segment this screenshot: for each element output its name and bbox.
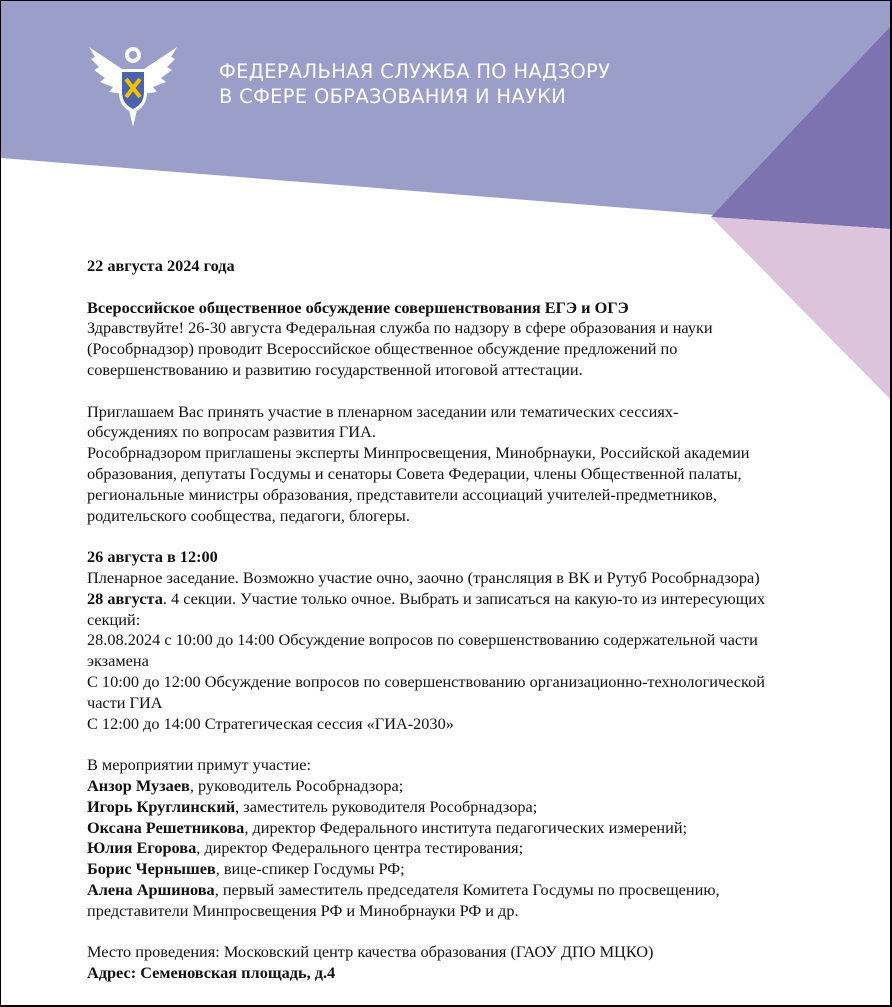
participant-role: , директор Федерального института педагогических измерений; (244, 817, 688, 837)
invite-line: родительского сообщества, педагоги, блогеры. (87, 505, 410, 525)
participants-tail: представители Минпросвещения РФ и Минобрнауки РФ и др. (87, 900, 519, 920)
invite-line: Рособрнадзором приглашены эксперты Минпросвещения, Минобрнауки, Российской академии (87, 443, 750, 463)
invite-line: Приглашаем Вас принять участие в пленарном заседании или тематических сессиях- (87, 401, 679, 421)
participant-name: Борис Чернышев (87, 859, 216, 879)
participant-name: Анзор Музаев (87, 775, 190, 795)
organization-name-line-1: ФЕДЕРАЛЬНАЯ СЛУЖБА ПО НАДЗОРУ (219, 60, 611, 83)
participant-role: , первый заместитель председателя Комитета Госдумы по просвещению, (214, 879, 720, 899)
participant-name: Оксана Решетникова (87, 817, 245, 837)
aug28-line (87, 589, 817, 610)
participant (87, 797, 817, 818)
participant (87, 880, 817, 901)
intro-line: совершенствованию и развитию государственной итоговой аттестации. (87, 359, 583, 379)
aug28-line-2: секций: (87, 609, 141, 629)
venue: Место проведения: Московский центр качества образования (ГАОУ ДПО МЦКО) (87, 942, 654, 962)
participant-role: , директор Федерального центра тестирования; (196, 838, 524, 858)
participant-name: Алена Аршинова (87, 879, 215, 899)
session-line: части ГИА (87, 692, 163, 712)
aug26-text: Пленарное заседание. Возможно участие очно, заочно (трансляция в ВК и Рутуб Рособрнадзора) (87, 567, 760, 587)
document-page (1, 1, 890, 1005)
participant (87, 859, 817, 880)
intro-line: Здравствуйте! 26-30 августа Федеральная служба по надзору в сфере образования и науки (87, 318, 713, 338)
participant (87, 818, 817, 839)
participant-role: , вице-спикер Госдумы РФ; (215, 859, 405, 879)
participant-name: Юлия Егорова (87, 838, 197, 858)
document-date: 22 августа 2024 года (87, 256, 235, 275)
participant-role: , руководитель Рособрнадзора; (189, 775, 404, 795)
participant (87, 776, 817, 797)
rosobrnadzor-eagle-emblem-icon (85, 35, 181, 131)
organization-name (219, 59, 610, 109)
participant-role: , заместитель руководителя Рособрнадзора; (235, 796, 538, 816)
aug26-heading: 26 августа в 12:00 (87, 547, 218, 567)
participant (87, 838, 817, 859)
invite-line: обсуждениях по вопросам развития ГИА. (87, 422, 376, 442)
document-title: Всероссийское общественное обсуждение совершенствования ЕГЭ и ОГЭ (87, 297, 629, 317)
address: Адрес: Семеновская площадь, д.4 (87, 963, 336, 983)
session-line: С 10:00 до 12:00 Обсуждение вопросов по совершенствованию организационно-технологической (87, 671, 765, 691)
invite-line: образования, депутаты Госдумы и сенаторы Совета Федерации, члены Общественной палаты, (87, 463, 742, 483)
session-line: экзамена (87, 651, 149, 671)
invite-line: региональные министры образования, представители ассоциаций учителей-предметников, (87, 484, 717, 504)
aug28-text: . 4 секции. Участие только очное. Выбрать и записаться на какую-то из интересующих (162, 588, 766, 608)
intro-line: (Рособрнадзор) проводит Всероссийское общественное обсуждение предложений по (87, 339, 678, 359)
participant-name: Игорь Круглинский (87, 796, 236, 816)
aug28-heading: 28 августа (87, 588, 163, 608)
session-line: 28.08.2024 с 10:00 до 14:00 Обсуждение вопросов по совершенствованию содержательной части (87, 630, 758, 650)
organization-name-line-2: В СФЕРЕ ОБРАЗОВАНИЯ И НАУКИ (219, 85, 567, 108)
document-body (87, 256, 817, 984)
participants-intro: В мероприятии примут участие: (87, 755, 311, 775)
session-line: С 12:00 до 14:00 Стратегическая сессия «ГИА-2030» (87, 713, 454, 733)
